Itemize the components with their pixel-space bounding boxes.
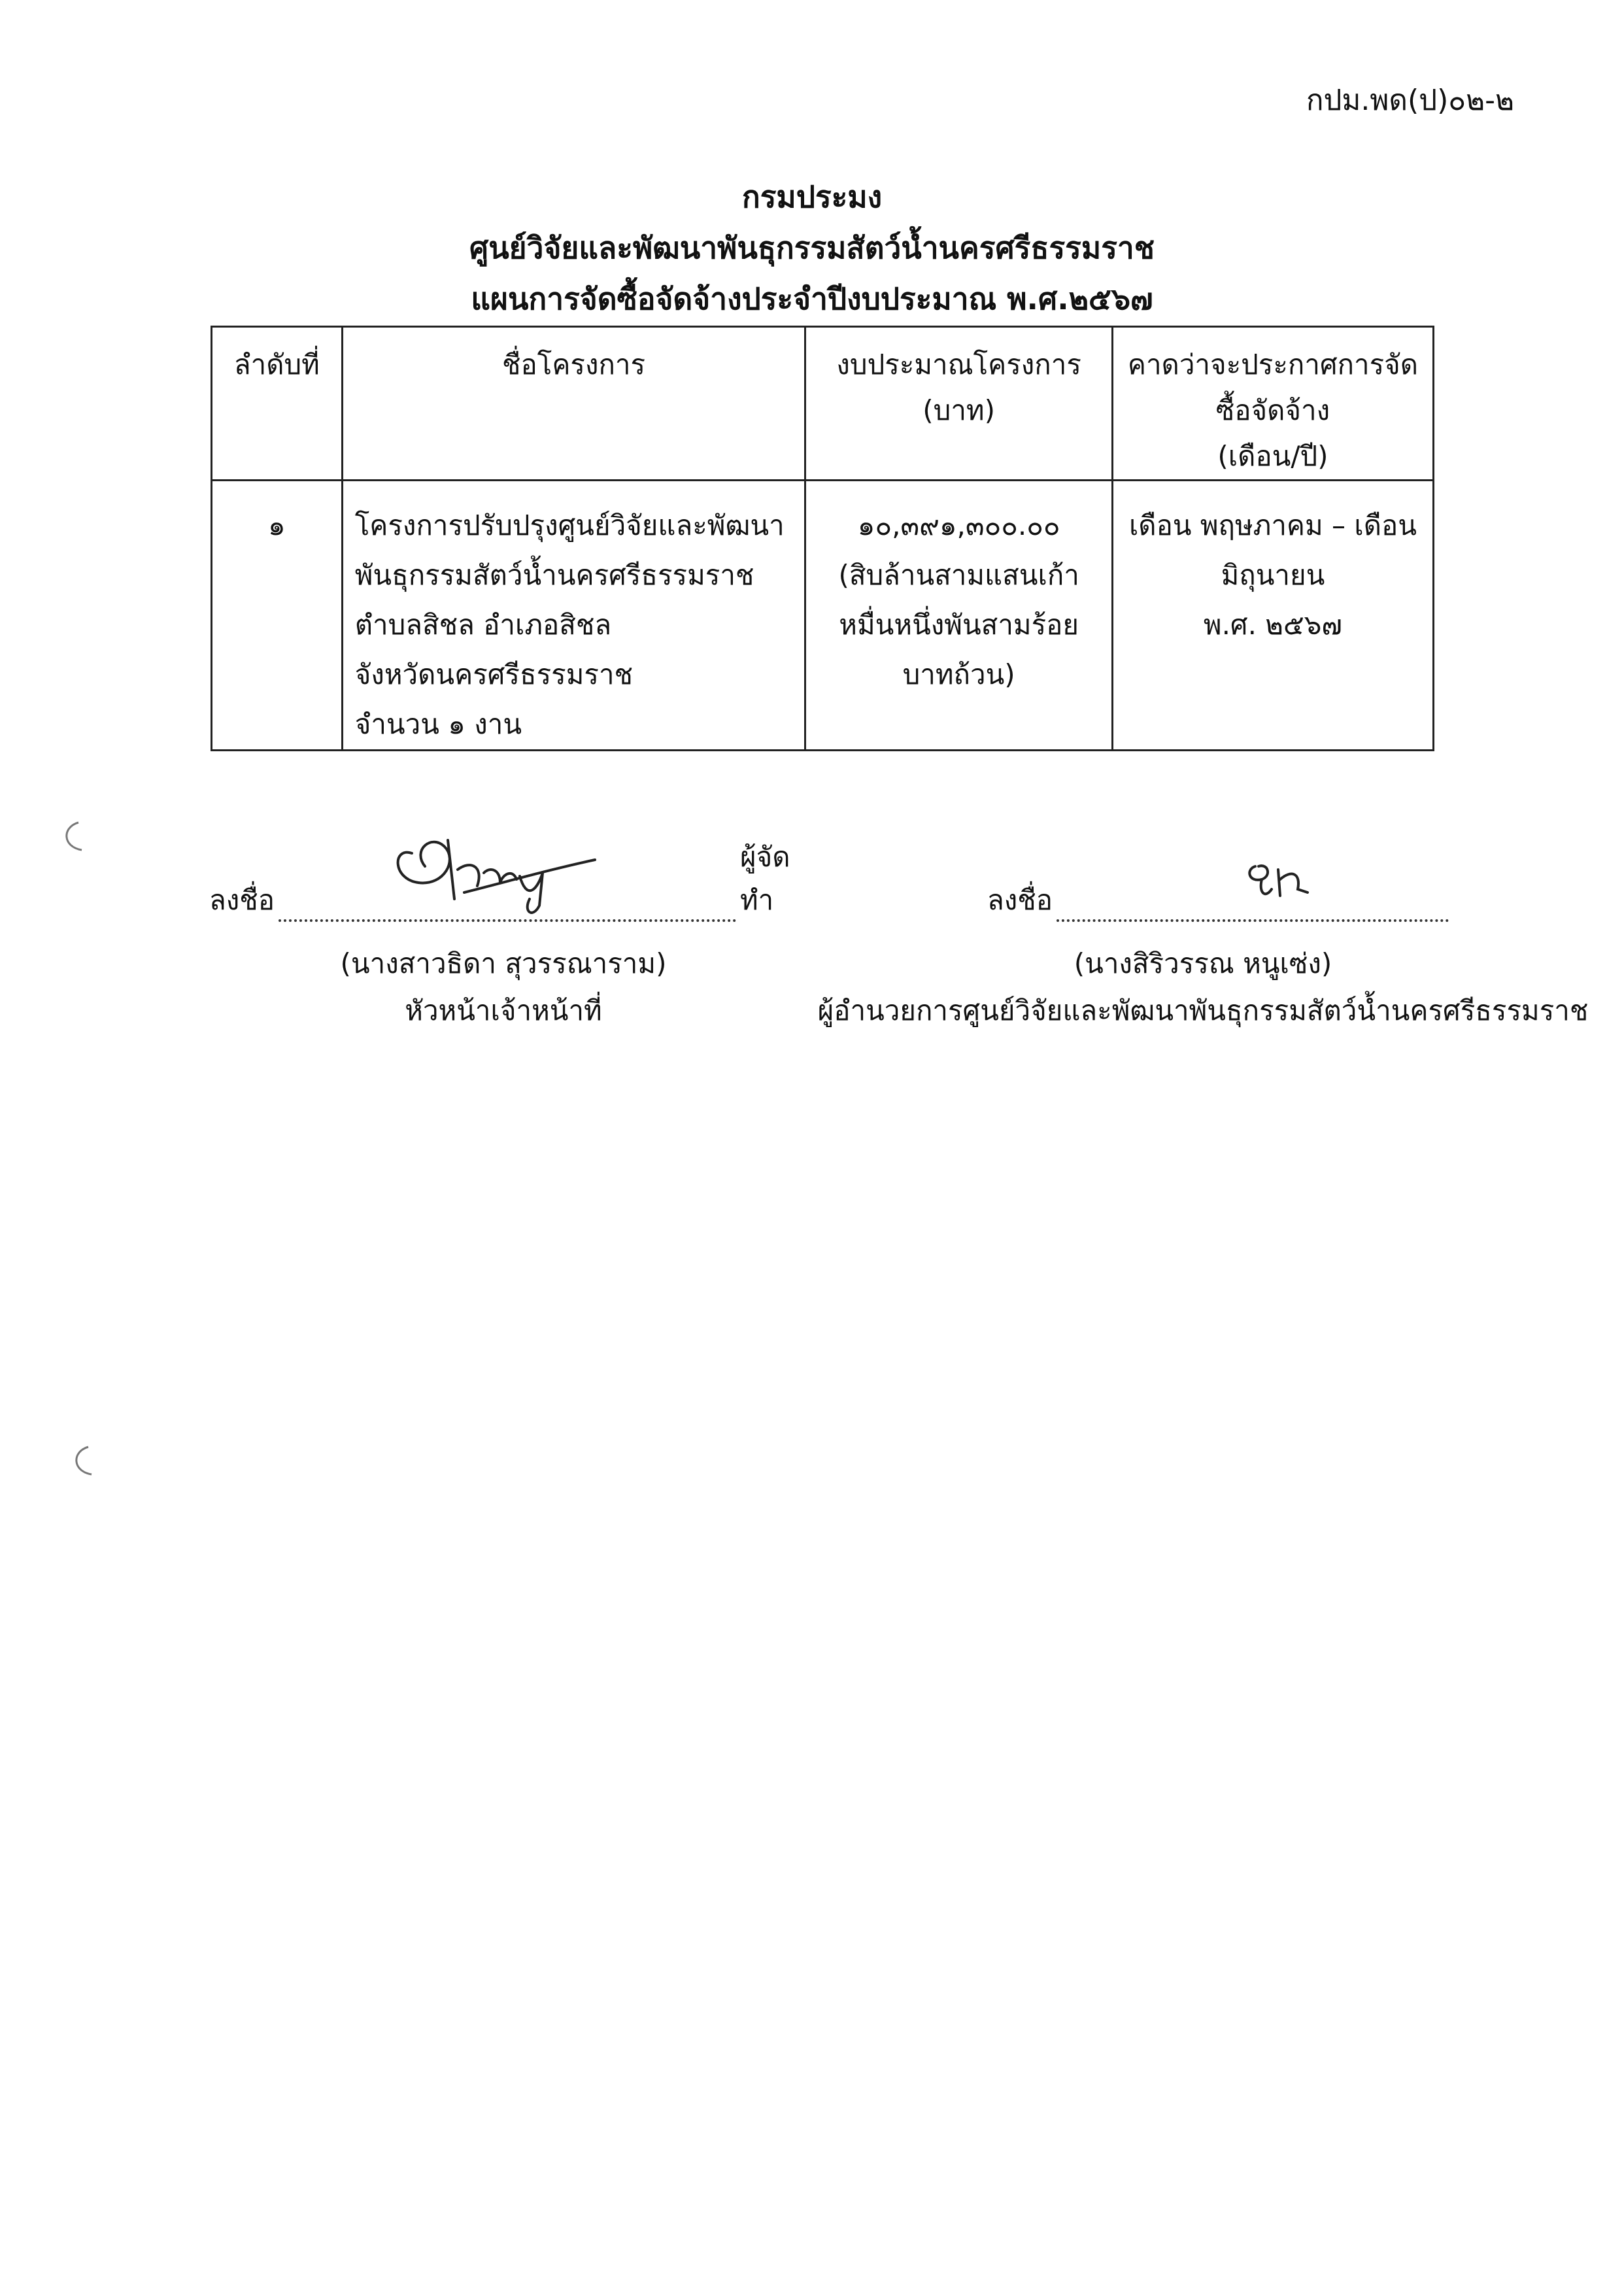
- preparer-name-block: [209, 940, 798, 1034]
- preparer-position: หัวหน้าเจ้าหน้าที่: [405, 994, 602, 1027]
- director-name: (นางสิริวรรณ หนูเซ่ง): [1074, 947, 1332, 979]
- procurement-plan-table: [211, 326, 1434, 751]
- director-position: ผู้อำนวยการศูนย์วิจัยและพัฒนาพันธุกรรมสัตว์น้ำนครศรีธรรมราช: [817, 994, 1589, 1027]
- header-expected-date: คาดว่าจะประกาศการจัดซื้อจัดจ้าง (เดือน/ปี): [1112, 327, 1433, 481]
- preparer-signature-image: [386, 821, 601, 925]
- sign-prefix: ลงชื่อ: [987, 884, 1053, 916]
- sign-suffix: ผู้จัดทำ: [739, 841, 790, 916]
- cell-budget: ๑๐,๓๙๑,๓๐๐.๐๐ (สิบล้านสามแสนเก้า หมื่นหนึ่งพันสามร้อย บาทถ้วน): [805, 481, 1113, 751]
- signature-line-director: [811, 876, 1595, 922]
- sign-prefix: ลงชื่อ: [209, 884, 275, 916]
- header-project-name: ชื่อโครงการ: [342, 327, 805, 481]
- document-code: กปม.พด(ป)๐๒-๒: [1306, 84, 1514, 117]
- signature-block-director: [811, 876, 1595, 1034]
- director-name-block: [811, 940, 1595, 1034]
- cell-no: ๑: [212, 481, 343, 751]
- department-title: กรมประมง: [741, 179, 883, 214]
- preparer-name: (นางสาวธิดา สุวรรณาราม): [340, 947, 667, 979]
- cell-expected-date: เดือน พฤษภาคม – เดือนมิถุนายน พ.ศ. ๒๕๖๗: [1112, 481, 1433, 751]
- plan-title: แผนการจัดซื้อจัดจ้างประจำปีงบประมาณ พ.ศ.๒๕๖๗: [471, 281, 1153, 316]
- header-budget: งบประมาณโครงการ (บาท): [805, 327, 1113, 481]
- document-header: [0, 171, 1624, 324]
- table-header-row: [212, 327, 1434, 481]
- header-no: ลำดับที่: [212, 327, 343, 481]
- scan-mark: [52, 817, 92, 857]
- director-signature-image: [1242, 853, 1321, 906]
- cell-project-name: โครงการปรับปรุงศูนย์วิจัยและพัฒนา พันธุกรรมสัตว์น้ำนครศรีธรรมราช ตำบลสิชล อำเภอสิชล จังหวัดนครศรีธรรมราช จำนวน ๑ งาน: [342, 481, 805, 751]
- table-row: [212, 481, 1434, 751]
- scan-mark: [62, 1442, 101, 1481]
- center-title: ศูนย์วิจัยและพัฒนาพันธุกรรมสัตว์น้ำนครศรีธรรมราช: [469, 230, 1155, 265]
